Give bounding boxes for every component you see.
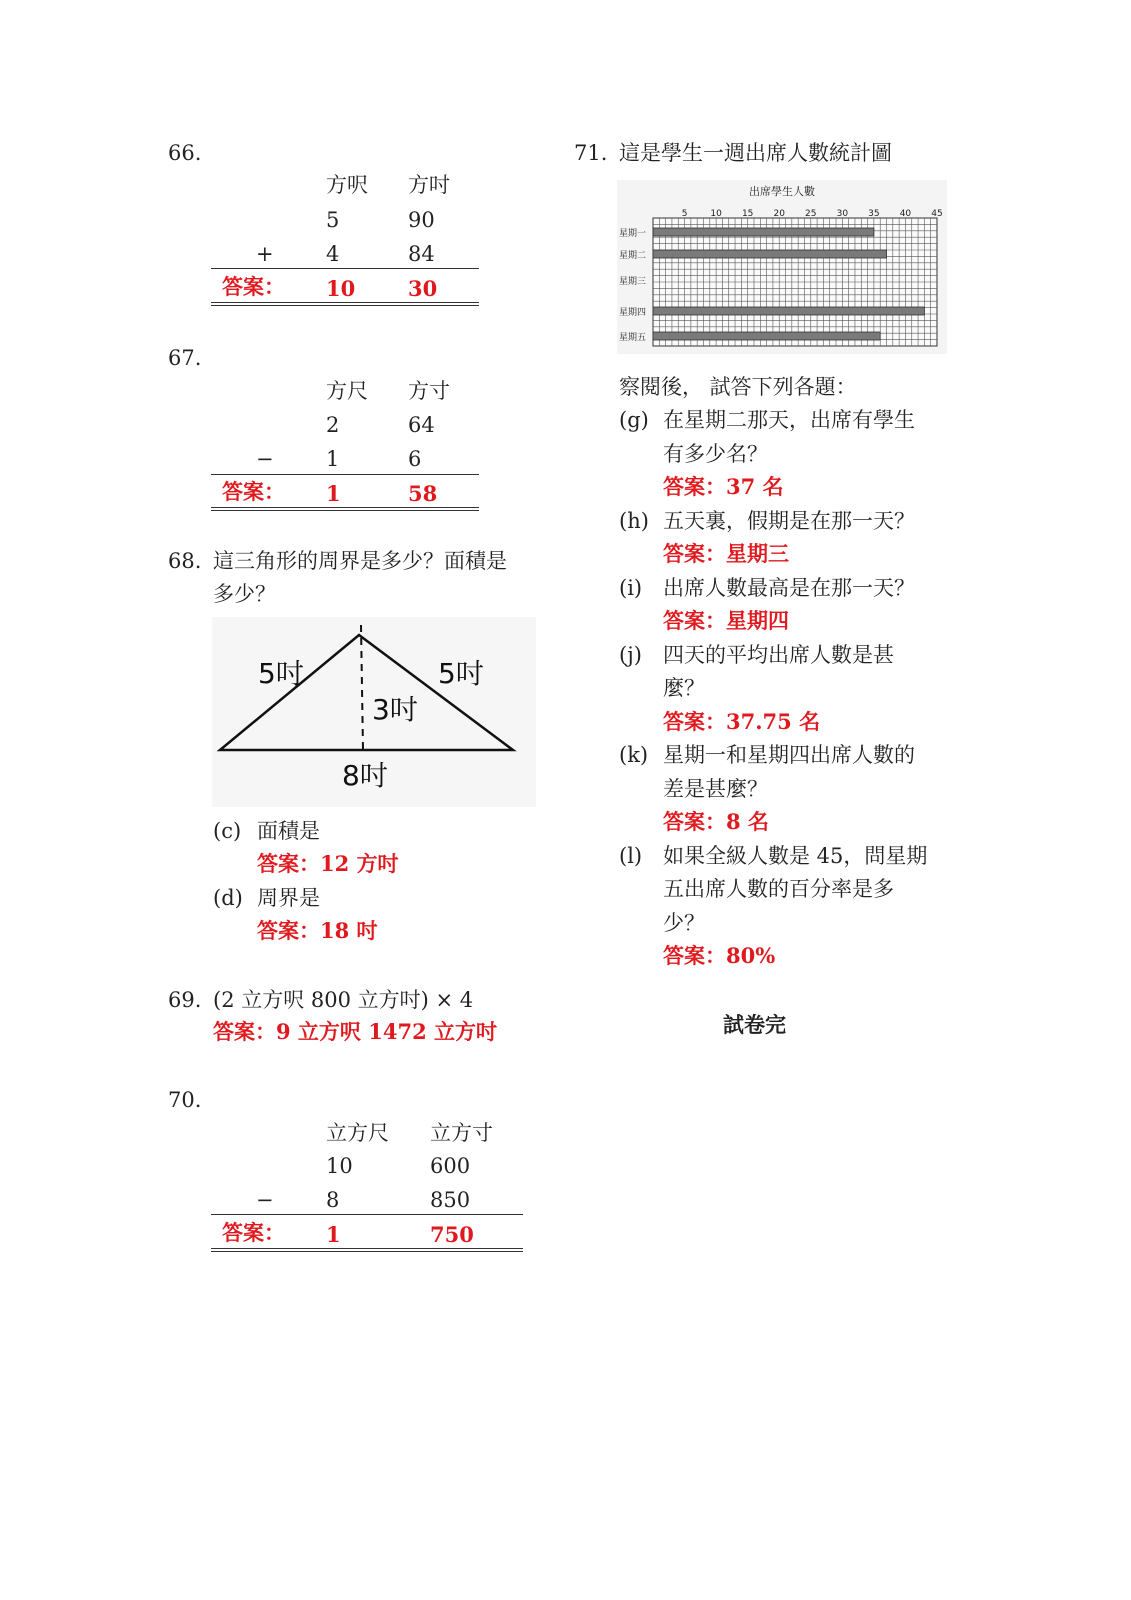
column-header: 方呎 — [326, 173, 368, 197]
table-rule — [211, 474, 479, 475]
part-label: (g) — [619, 408, 649, 432]
part-label: (k) — [619, 743, 649, 767]
answer-text: 答案：18 吋 — [257, 918, 378, 943]
question-number: 71. — [574, 141, 608, 165]
chart-x-tick-label: 15 — [741, 209, 754, 219]
answer-value: 1 — [326, 1222, 341, 1247]
part-text: 麼？ — [663, 676, 705, 700]
answer-text: 答案：80% — [663, 943, 776, 968]
right-side-label: 5吋 — [438, 657, 484, 690]
table-cell: 1 — [326, 447, 340, 471]
column-header: 方寸 — [408, 379, 450, 403]
table-rule-double — [211, 507, 479, 511]
triangle-shape — [220, 635, 513, 750]
operator: + — [256, 242, 274, 266]
question-number: 69. — [168, 988, 202, 1012]
part-label: (d) — [213, 886, 243, 910]
chart-category-label: 星期四 — [619, 308, 647, 318]
chart-x-tick-label: 25 — [805, 209, 817, 219]
question-text: 多少？ — [213, 582, 276, 606]
answer-value: 58 — [408, 481, 438, 506]
chart-category-label: 星期五 — [619, 333, 647, 343]
part-text: 少？ — [663, 910, 705, 935]
chart-category-label: 星期一 — [619, 229, 647, 239]
table-cell: 84 — [408, 242, 435, 266]
answer-text: 答案：星期三 — [663, 541, 789, 566]
column-header: 方吋 — [408, 173, 450, 197]
column-header: 方尺 — [326, 379, 368, 403]
column-header: 立方寸 — [430, 1121, 493, 1145]
answer-value: 30 — [408, 276, 438, 301]
chart-bar — [653, 250, 887, 258]
chart-x-tick-label: 40 — [899, 209, 912, 219]
question-number: 68. — [168, 549, 202, 573]
left-side-label: 5吋 — [258, 657, 304, 690]
part-text: 出席人數最高是在那一天？ — [663, 575, 915, 600]
table-cell: 10 — [326, 1154, 353, 1178]
height-dashed-line — [361, 625, 363, 750]
part-text: 在星期二那天，出席有學生 — [663, 408, 915, 432]
table-cell: 90 — [408, 208, 435, 232]
answer-value: 1 — [326, 481, 341, 506]
question-number: 70. — [168, 1088, 202, 1112]
part-label: (h) — [619, 508, 649, 533]
part-text: 周界是 — [257, 886, 320, 910]
operator: − — [256, 447, 274, 471]
table-rule-double — [211, 1248, 523, 1252]
table-cell: 8 — [326, 1188, 340, 1212]
chart-bar — [653, 228, 874, 236]
answer-value: 10 — [326, 276, 356, 301]
chart-x-tick-label: 5 — [681, 209, 688, 219]
table-cell: 6 — [408, 447, 422, 471]
chart-category-label: 星期三 — [619, 277, 647, 287]
triangle-figure — [212, 617, 536, 807]
chart-x-tick-label: 45 — [931, 209, 943, 219]
part-text: 如果全級人數是 45，問星期 — [663, 843, 928, 868]
attendance-chart — [617, 180, 947, 354]
answer-text: 答案：8 名 — [663, 809, 769, 834]
question-text: (2 立方呎 800 立方吋) × 4 — [213, 988, 474, 1012]
base-label: 8吋 — [342, 759, 388, 792]
question-text: 這是學生一週出席人數統計圖 — [619, 141, 892, 165]
chart-x-tick-label: 30 — [836, 209, 849, 219]
answer-label: 答案： — [222, 479, 285, 504]
column-header: 立方尺 — [326, 1121, 389, 1145]
answer-label: 答案： — [222, 274, 285, 299]
part-text: 差是甚麼？ — [663, 776, 768, 801]
operator: − — [256, 1188, 274, 1212]
part-label: (l) — [619, 843, 643, 868]
table-cell: 2 — [326, 413, 340, 437]
part-text: 面積是 — [257, 819, 320, 843]
question-text: 這三角形的周界是多少？面積是 — [213, 549, 507, 573]
answer-label: 答案： — [222, 1220, 285, 1245]
part-text: 五天裏，假期是在那一天？ — [663, 508, 915, 533]
answer-text: 答案：12 方吋 — [257, 851, 399, 876]
table-rule-double — [211, 302, 479, 306]
part-text: 星期一和星期四出席人數的 — [663, 743, 915, 767]
chart-x-tick-label: 35 — [868, 209, 880, 219]
table-cell: 4 — [326, 242, 340, 266]
question-number: 66. — [168, 141, 202, 165]
chart-title: 出席學生人數 — [749, 185, 815, 198]
table-cell: 850 — [430, 1188, 471, 1212]
chart-bar — [653, 307, 924, 315]
answer-value: 750 — [430, 1222, 474, 1247]
chart-category-label: 星期二 — [619, 251, 647, 261]
height-label: 3吋 — [372, 693, 418, 726]
part-text: 五出席人數的百分率是多 — [663, 877, 894, 901]
table-cell: 600 — [430, 1154, 471, 1178]
part-label: (i) — [619, 575, 643, 600]
answer-text: 答案：37.75 名 — [663, 708, 821, 734]
part-label: (c) — [213, 819, 242, 843]
chart-bar — [653, 332, 880, 340]
part-text: 四天的平均出席人數是甚 — [663, 642, 894, 667]
chart-x-tick-label: 10 — [710, 209, 722, 219]
table-cell: 64 — [408, 413, 435, 437]
end-of-paper-text: 試卷完 — [723, 1013, 786, 1037]
part-label: (j) — [619, 642, 642, 667]
part-text: 有多少名？ — [663, 441, 768, 466]
answer-text: 答案：37 名 — [663, 474, 784, 499]
question-number: 67. — [168, 346, 202, 370]
chart-x-tick-label: 20 — [773, 209, 785, 219]
table-rule — [211, 1214, 523, 1215]
table-cell: 5 — [326, 208, 340, 232]
answer-text: 答案：星期四 — [663, 608, 789, 633]
instruction-text: 察閱後， 試答下列各題： — [619, 375, 857, 399]
answer-text: 答案：9 立方呎 1472 立方吋 — [213, 1019, 497, 1044]
table-rule — [211, 268, 479, 269]
